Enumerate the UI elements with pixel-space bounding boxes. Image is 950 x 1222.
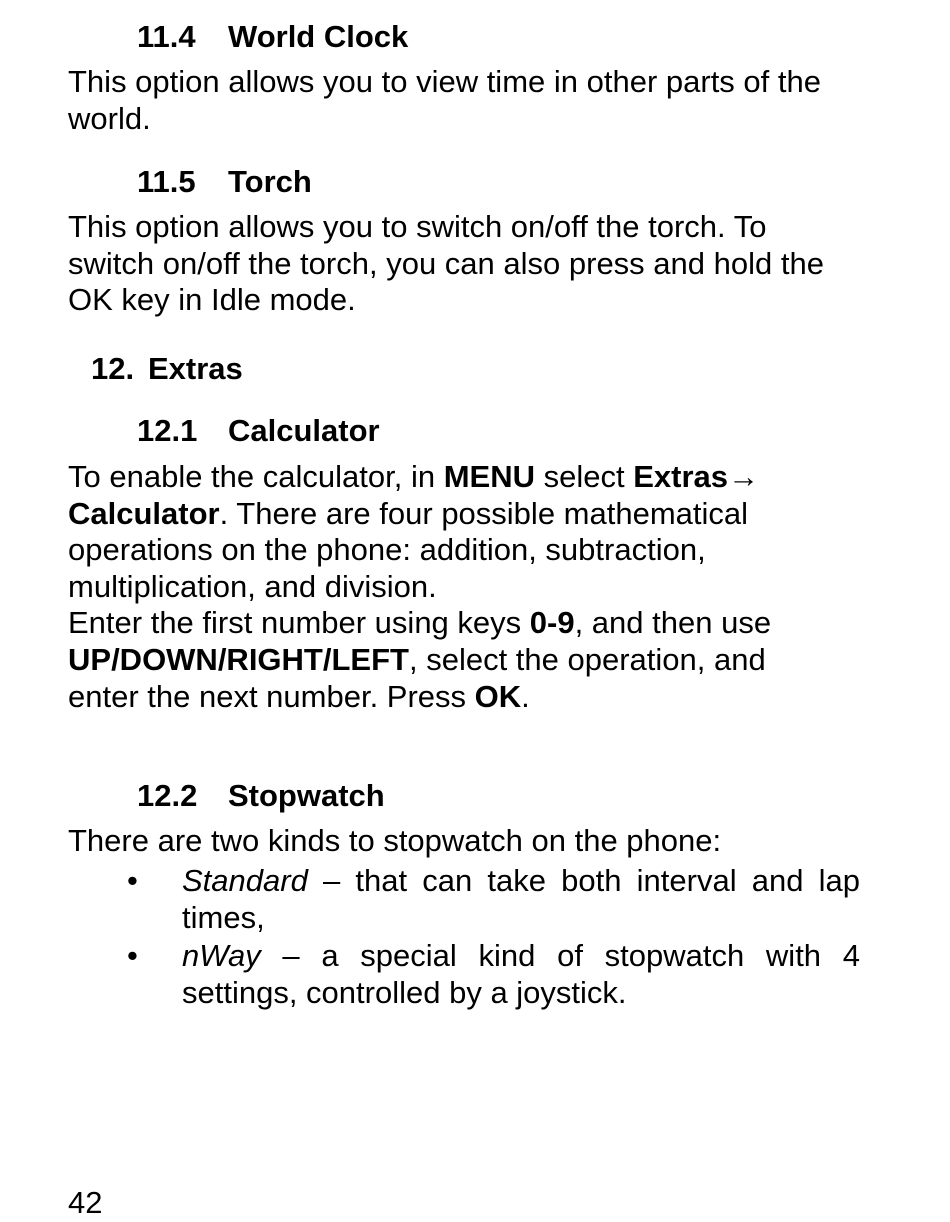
menu-keyword: MENU (443, 459, 535, 494)
text-line (68, 605, 771, 642)
heading-title: Extras (148, 351, 243, 386)
calculator-keyword: Calculator (68, 495, 220, 531)
text-run: To enable the calculator, in (68, 459, 444, 494)
text-line: OK key in Idle mode. (68, 282, 356, 318)
heading-12 (91, 351, 243, 387)
list-item (0, 938, 950, 1011)
heading-number: 12.1 (137, 413, 198, 448)
ok-keyword: OK (474, 678, 522, 714)
text-run: . (521, 678, 530, 714)
heading-title: Calculator (228, 413, 380, 448)
menu-path-keyword: Extras→ (633, 459, 759, 494)
keys-keyword: 0-9 (529, 605, 575, 641)
text-run: – a special kind of stopwatch with 4 (260, 938, 860, 974)
paragraph-world-clock (68, 64, 821, 137)
text-line: multiplication, and division. (68, 568, 437, 604)
text-run: Enter the first number using keys (68, 605, 530, 641)
heading-11-5 (137, 164, 312, 200)
text-line: This option allows you to view time in other parts of the (68, 64, 821, 99)
text-run: – that can take both interval and lap (307, 863, 860, 898)
heading-11-4 (137, 19, 408, 55)
text-run: , and then use (574, 605, 772, 641)
text-line (182, 863, 860, 900)
paragraph-calculator (68, 459, 771, 715)
heading-number: 12. (91, 351, 135, 386)
text-line (68, 459, 771, 496)
text-line: operations on the phone: addition, subtraction, (68, 532, 706, 568)
heading-number: 11.4 (137, 19, 196, 54)
text-line (182, 938, 860, 975)
heading-12-2 (137, 778, 385, 814)
text-line (68, 496, 771, 533)
text-line: There are two kinds to stopwatch on the phone: (68, 823, 722, 858)
list-item-text (182, 863, 860, 936)
heading-title: Stopwatch (228, 778, 385, 813)
text-line: This option allows you to switch on/off the torch. To (68, 209, 767, 244)
direction-keys-keyword: UP/DOWN/RIGHT/LEFT (68, 641, 409, 677)
bullet-term: Standard (182, 863, 308, 898)
heading-12-1 (137, 413, 380, 449)
heading-number: 11.5 (137, 164, 196, 199)
text-line (68, 642, 771, 679)
text-run: select (534, 459, 634, 494)
stopwatch-bullet-list (0, 863, 950, 1013)
text-line: world. (68, 100, 151, 136)
heading-title: World Clock (228, 19, 409, 54)
bullet-term: nWay (182, 938, 261, 974)
text-run: , select the operation, and (408, 641, 766, 677)
bullet-icon: • (127, 938, 138, 974)
paragraph-torch (68, 209, 824, 319)
bullet-icon: • (127, 863, 138, 898)
list-item (0, 863, 950, 936)
text-run: enter the next number. Press (68, 678, 475, 714)
paragraph-stopwatch-intro (68, 823, 721, 860)
text-line: switch on/off the torch, you can also press and hold the (68, 245, 824, 281)
text-line: settings, controlled by a joystick. (182, 974, 627, 1010)
heading-number: 12.2 (137, 778, 198, 813)
text-line: times, (182, 899, 265, 935)
text-line (68, 679, 771, 716)
heading-title: Torch (228, 164, 312, 199)
text-run: . There are four possible mathematical (219, 495, 749, 531)
page-number: 42 (68, 1185, 103, 1220)
list-item-text (182, 938, 860, 1011)
